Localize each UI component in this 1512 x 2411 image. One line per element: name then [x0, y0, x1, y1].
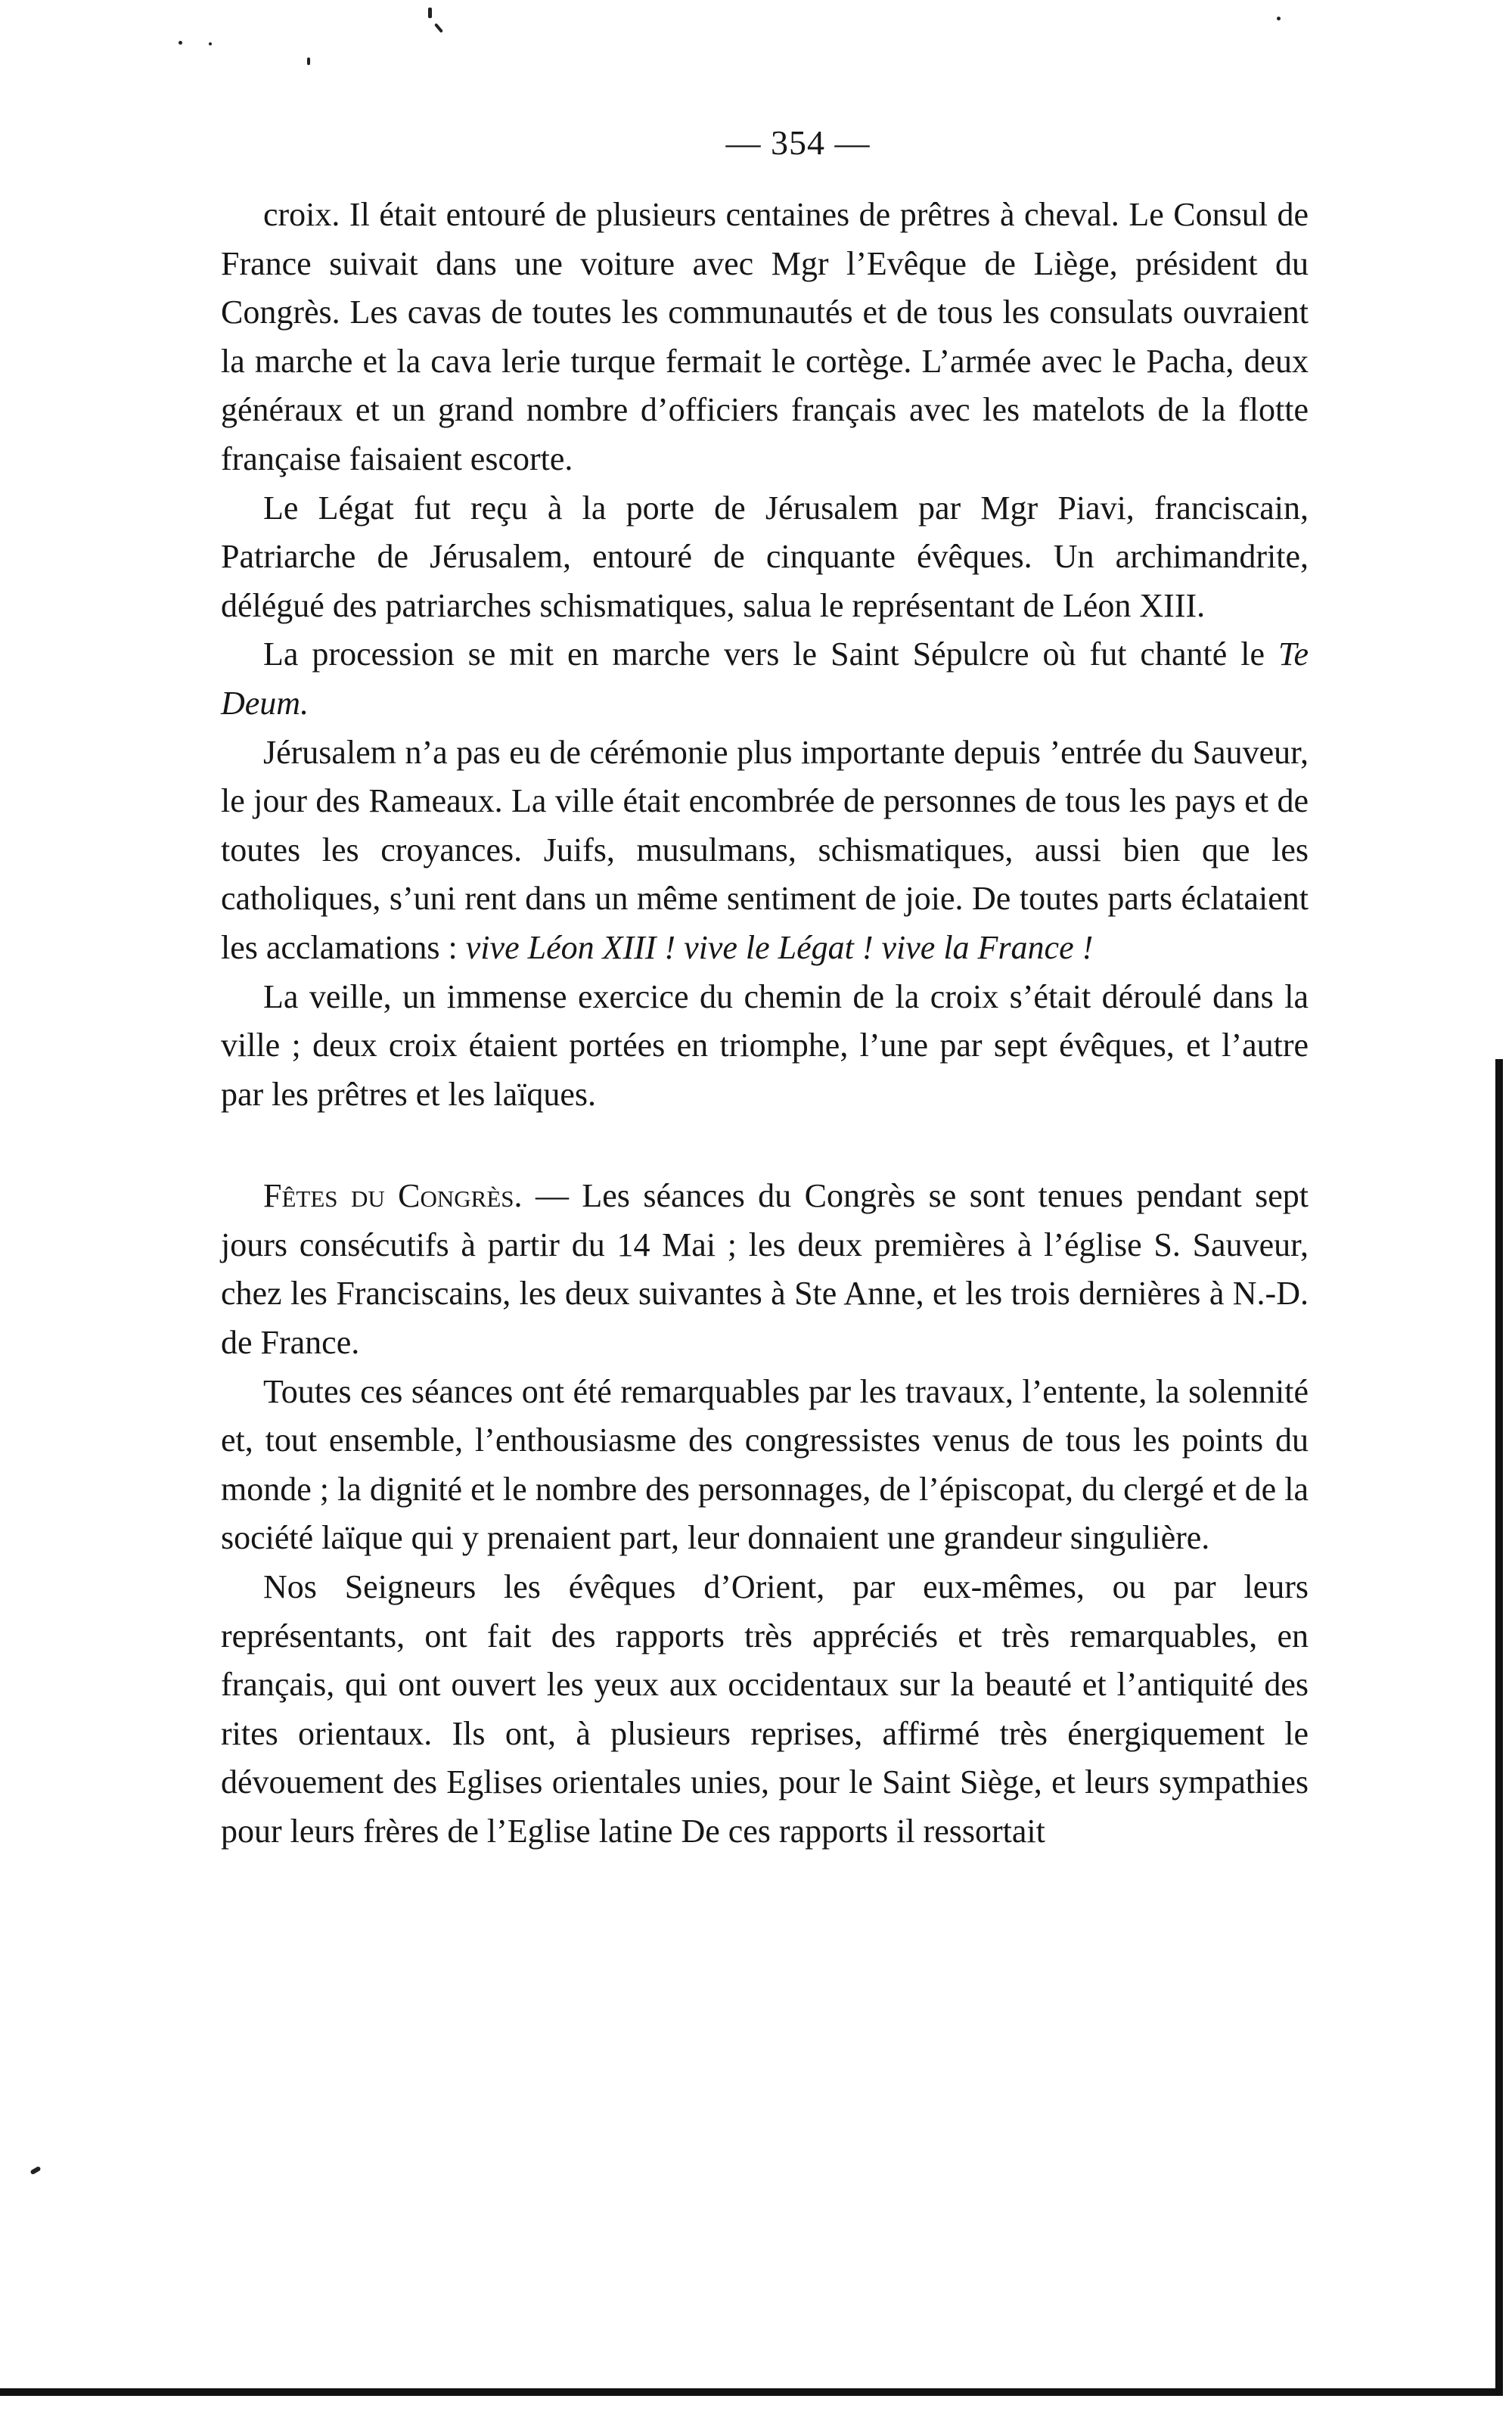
scan-speck	[1277, 17, 1281, 20]
scan-speck	[434, 23, 443, 33]
paragraph	[221, 630, 1309, 728]
text-run: Le Légat fut reçu à la porte de Jérusalem par Mgr Piavi, franciscain, Patriarche de Jérusalem, entouré de cinquante évêques. Un archimandrite, délégué des patriarches schismatiques, salua le représentant de Léon XIII.	[221, 489, 1309, 624]
scan-speck	[209, 42, 212, 45]
page-number: — 354 —	[725, 123, 871, 162]
paragraph	[221, 729, 1309, 973]
scan-speck	[428, 8, 432, 18]
scan-speck	[179, 41, 182, 45]
text-run: Jérusalem n’a pas eu de cérémonie plus importante depuis ’entrée du Sauveur, le jour des Rameaux. La ville était encombrée de personnes de tous les pays et de toutes les croyances. Juifs, musulmans, schismatiques, aussi bien que les catholiques, s’uni rent dans un même sentiment de joie. De toutes parts éclataient les acclamations :	[221, 733, 1309, 966]
italic-text: Te Deum.	[221, 635, 1309, 722]
body-text	[221, 191, 1309, 1856]
scan-edge-bottom	[0, 2388, 1503, 2396]
section-heading: Fêtes du Congrès.	[263, 1177, 523, 1215]
text-run: La veille, un immense exercice du chemin de la croix s’était déroulé dans la ville ; deux croix étaient portées en triomphe, l’une par sept évêques, et l’autre par les prêtres et les laïques.	[221, 977, 1309, 1113]
text-run: croix. Il était entouré de plusieurs centaines de prêtres à cheval. Le Consul de France suivait dans une voiture avec Mgr l’Evêque de Liège, président du Congrès. Les cavas de toutes les communautés et de tous les consulats ouvraient la marche et la cava lerie turque fermait le cortège. L’armée avec le Pacha, deux généraux et un grand nombre d’officiers français avec les matelots de la flotte française faisaient escorte.	[221, 196, 1309, 477]
text-run: — Les séances du Congrès se sont tenues pendant sept jours consécutifs à partir du 14 Mai ; les deux premières à l’église S. Sauveur, chez les Franciscains, les deux suivantes à Ste Anne, et les trois dernières à N.-D. de France.	[221, 1177, 1309, 1362]
paragraph	[221, 1563, 1309, 1856]
text-run: Nos Seigneurs les évêques d’Orient, par eux-mêmes, ou par leurs représentants, ont fait des rapports très appréciés et très remarquables, en français, qui ont ouvert les yeux aux occidentaux sur la beauté et l’antiquité des rites orientaux. Ils ont, à plusieurs reprises, affirmé très énergiquement le dévouement des Eglises orientales unies, pour le Saint Siège, et leurs sympathies pour leurs frères de l’Eglise latine De ces rapports il ressortait	[221, 1568, 1309, 1850]
paragraph	[221, 191, 1309, 484]
text-run: Toutes ces séances ont été remarquables par les travaux, l’entente, la solennité et, tout ensemble, l’enthousiasme des congressistes venus de tous les points du monde ; la dignité et le nombre des personnages, de l’épiscopat, du clergé et de la société laïque qui y prenaient part, leur donnaient une grandeur singulière.	[221, 1372, 1309, 1557]
scan-speck	[307, 57, 310, 65]
scan-speck	[29, 2166, 41, 2175]
section-paragraph	[221, 1172, 1309, 1367]
scan-edge-right	[1495, 1059, 1503, 2391]
italic-text: vive Léon XIII ! vive le Légat ! vive la France !	[465, 928, 1094, 966]
paragraph	[221, 1368, 1309, 1563]
text-run: La procession se mit en marche vers le Saint Sépulcre où fut chanté le	[263, 635, 1279, 673]
paragraph	[221, 973, 1309, 1120]
paragraph	[221, 484, 1309, 631]
